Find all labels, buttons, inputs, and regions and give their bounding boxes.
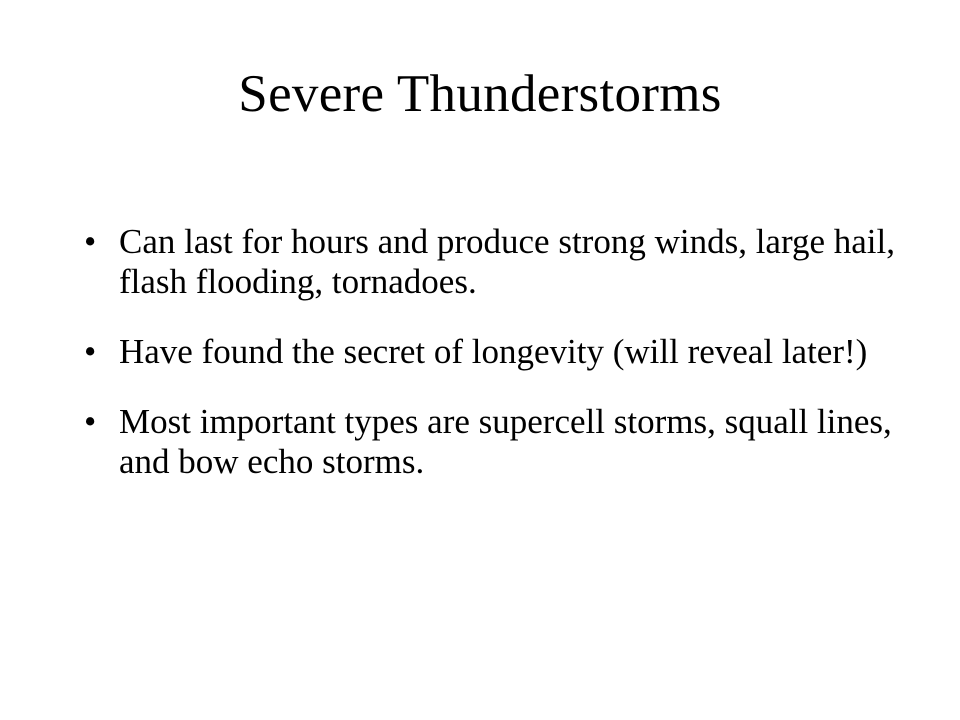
bullet-item [84,332,904,372]
slide-title: Severe Thunderstorms [238,65,722,123]
bullet-icon: • [84,332,97,371]
bullet-icon: • [84,222,97,261]
bullet-text: Most important types are supercell storms, squall lines, and bow echo storms. [119,402,892,481]
bullet-item [84,402,904,482]
bullet-text: Can last for hours and produce strong winds, large hail, flash flooding, tornadoes. [119,222,895,301]
bullet-icon: • [84,402,97,441]
bullet-list [84,222,904,512]
bullet-item [84,222,904,302]
bullet-text: Have found the secret of longevity (will reveal later!) [119,332,868,371]
